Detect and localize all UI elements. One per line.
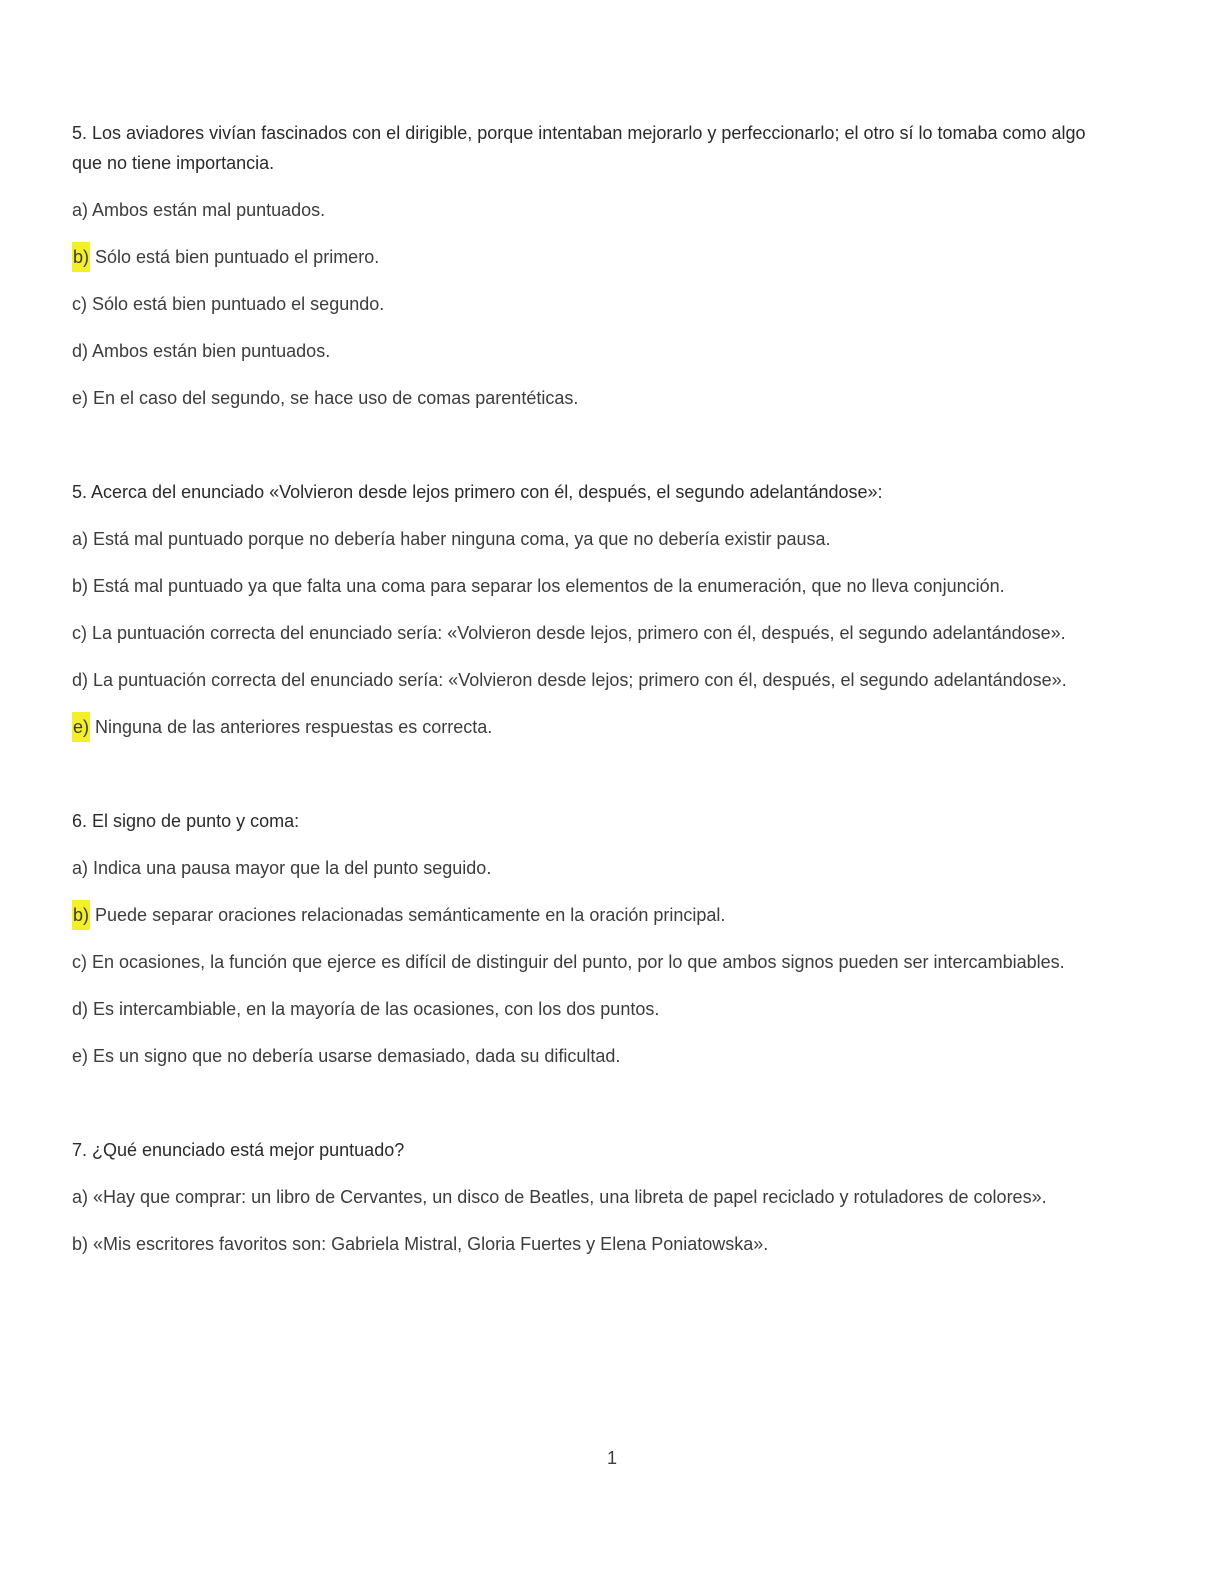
question-block [72,477,1120,742]
option-text: Ninguna de las anteriores respuestas es correcta. [95,717,493,737]
option-letter: a) [72,200,89,220]
option-text: Sólo está bien puntuado el segundo. [92,294,385,314]
question-stem: 5. Acerca del enunciado «Volvieron desde lejos primero con él, después, el segundo adelantándose»: [72,482,883,502]
option-text: Ambos están bien puntuados. [92,341,331,361]
option-text: Está mal puntuado ya que falta una coma para separar los elementos de la enumeración, que no lleva conjunción. [93,576,1005,596]
option-text: «Hay que comprar: un libro de Cervantes, un disco de Beatles, una libreta de papel reciclado y rotuladores de colores». [93,1187,1047,1207]
option-text: Está mal puntuado porque no debería haber ninguna coma, ya que no debería existir pausa. [93,529,831,549]
option-letter: c) [72,623,87,643]
option-letter: c) [72,952,87,972]
question-block [72,118,1120,413]
answer-option [72,571,1120,601]
answer-option [72,383,1120,413]
option-text: En ocasiones, la función que ejerce es difícil de distinguir del punto, por lo que ambos signos pueden ser intercambiables. [92,952,1065,972]
answer-option [72,289,1120,319]
question-block [72,806,1120,1071]
answer-option [72,524,1120,554]
highlighted-option-letter: b) [72,242,90,272]
answer-option [72,1182,1120,1212]
answer-option [72,242,1120,272]
option-letter: e) [72,388,89,408]
option-letter: a) [72,1187,89,1207]
answer-option [72,947,1120,977]
option-letter: d) [72,670,89,690]
answer-option [72,712,1120,742]
answer-option [72,336,1120,366]
answer-option [72,900,1120,930]
option-text: Ambos están mal puntuados. [92,200,326,220]
option-letter: b) [72,576,89,596]
question-stem: 6. El signo de punto y coma: [72,811,300,831]
question-block [72,1135,1120,1259]
highlighted-option-letter: e) [72,712,90,742]
answer-option [72,853,1120,883]
option-text: Sólo está bien puntuado el primero. [95,247,380,267]
page-number: 1 [606,1448,617,1468]
answer-option [72,994,1120,1024]
answer-option [72,195,1120,225]
answer-option [72,1041,1120,1071]
highlighted-option-letter: b) [72,900,90,930]
option-letter: a) [72,529,89,549]
option-letter: e) [72,1046,89,1066]
question-stem: 5. Los aviadores vivían fascinados con el dirigible, porque intentaban mejorarlo y perfeccionarlo; el otro sí lo tomaba como algo que no tiene importancia. [72,123,1086,173]
document-page [72,118,1120,1323]
answer-option [72,618,1120,648]
answer-option [72,1229,1120,1259]
question-stem: 7. ¿Qué enunciado está mejor puntuado? [72,1140,405,1160]
option-text: Puede separar oraciones relacionadas semánticamente en la oración principal. [95,905,726,925]
option-text: Indica una pausa mayor que la del punto seguido. [93,858,492,878]
option-text: En el caso del segundo, se hace uso de comas parentéticas. [93,388,579,408]
option-text: La puntuación correcta del enunciado sería: «Volvieron desde lejos; primero con él, después, el segundo adelantándose». [93,670,1067,690]
option-letter: d) [72,341,89,361]
answer-option [72,665,1120,695]
option-letter: a) [72,858,89,878]
option-text: «Mis escritores favoritos son: Gabriela Mistral, Gloria Fuertes y Elena Poniatowska». [93,1234,769,1254]
option-text: La puntuación correcta del enunciado sería: «Volvieron desde lejos, primero con él, después, el segundo adelantándose». [92,623,1066,643]
option-text: Es intercambiable, en la mayoría de las ocasiones, con los dos puntos. [93,999,660,1019]
option-letter: c) [72,294,87,314]
option-letter: d) [72,999,89,1019]
option-text: Es un signo que no debería usarse demasiado, dada su dificultad. [93,1046,621,1066]
option-letter: b) [72,1234,89,1254]
